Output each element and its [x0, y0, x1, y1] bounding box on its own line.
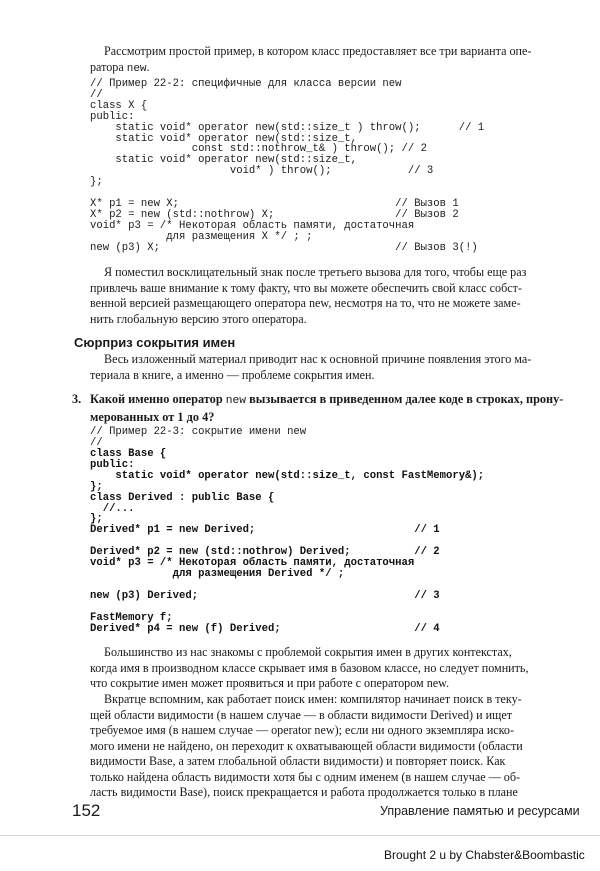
intro-paragraph [90, 44, 568, 77]
page-number: 152 [72, 801, 101, 820]
intro-line-2-post: . [146, 59, 150, 74]
question-3 [72, 391, 572, 425]
question-code: new [225, 395, 247, 407]
question-number: 3. [72, 392, 82, 406]
intro-line-2-pre: ратора [90, 59, 127, 74]
code-example-22-2: // Пример 22-2: специфичные для класса версии new // class X { public: static void* operator new(std::size_t ) throw(); // 1 static void* operator new(std::size_t, const std::nothrow_t& ) throw(); // 2 static void* operator new(std::size_t, void* ) throw(); // 3 }; X* p1 = new X; // Вызов 1 X* p2 = new (std::nothrow) X; // Вызов 2 void* p3 = /* Некоторая область памяти, достаточная для размещения X */ ; ; new (p3) X; // Вызов 3(!) [90, 78, 485, 254]
name-lookup-paragraph: Вкратце вспомним, как работает поиск имен: компилятор начинает поиск в теку- щей области видимости (в нашем случае — в области видимости Derived) и ищет требуемое имя (в нашем случае — operator new); если ни одного экземпляра иско- мого имени не найдено, он переходит к охватывающей области видимости (области видимости Base, а затем глобальной области видимости) и повторяет поиск. Как только найдена область видимости хотя бы с одним именем (в нашем случае — об- ласть видимости Base), поиск прекращается и работа продолжается только в плане [90, 692, 523, 799]
scan-credit: Brought 2 u by Chabster&Boombastic [384, 848, 585, 862]
code-example-22-3: class Base { public: static void* operator new(std::size_t, const FastMemory&); }; class Derived : public Base { //... }; Derived* p1 = new Derived; // 1 Derived* p2 = new (std::nothrow) Derived; // 2 void* p3 = /* Некоторая область памяти, достаточная для размещения Derived */ ; new (p3) Derived; // 3 FastMemory f; Derived* p4 = new (f) Derived; // 4 [90, 448, 485, 635]
intro-line-1: Рассмотрим простой пример, в котором класс предоставляет все три варианта опе- [104, 44, 532, 58]
question-text-post: вызывается в приведенном далее коде в строках, прону- [246, 392, 564, 406]
section-heading: Сюрприз сокрытия имен [74, 335, 236, 350]
page-divider [0, 835, 600, 836]
question-text-pre: Какой именно оператор [90, 392, 226, 406]
intro-line-2-code: new [126, 62, 147, 75]
reason-paragraph: Весь изложенный материал приводит нас к основной причине появления этого ма- териала в книге, а именно — проблеме сокрытия имен. [90, 352, 532, 382]
question-text-line-2: мерованных от 1 до 4? [90, 410, 215, 425]
code-example-22-3-comment: // Пример 22-3: сокрытие имени new // [90, 426, 307, 449]
exclaim-paragraph: Я поместил восклицательный знак после третьего вызова для того, чтобы еще раз привлечь ваше внимание к тому факту, что вы можете обеспечить свой класс собст- венной версией размещающего оператора new, несмотря на то, что не можете заме- нить глобальную версию этого оператора. [90, 265, 527, 326]
name-hiding-paragraph: Большинство из нас знакомы с проблемой сокрытия имен в других контекстах, когда имя в производном классе скрывает имя в базовом классе, но следует помнить, что сокрытие имен может проявиться и при работе с оператором new. [90, 645, 529, 690]
running-footer-title: Управление памятью и ресурсами [380, 804, 580, 818]
